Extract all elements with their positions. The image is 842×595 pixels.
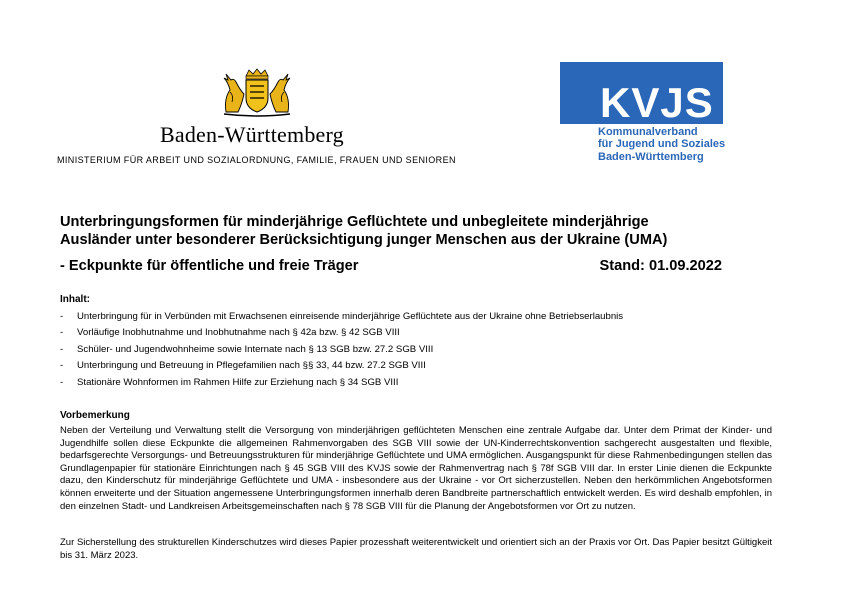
- list-item: - Unterbringung und Betreuung in Pflegefamilien nach §§ 33, 44 bzw. 27.2 SGB VIII: [60, 360, 426, 372]
- subtitle-row: [60, 257, 722, 275]
- preface-label: Vorbemerkung: [60, 410, 130, 421]
- document-date: Stand: 01.09.2022: [599, 258, 722, 274]
- kvjs-line-3: Baden-Württemberg: [598, 150, 704, 163]
- kvjs-org-name: [598, 126, 725, 163]
- list-item: - Vorläufige Inobhutnahme und Inobhutnahme nach § 42a bzw. § 42 SGB VIII: [60, 327, 400, 339]
- ministry-name: MINISTERIUM FÜR ARBEIT UND SOZIALORDNUNG, FAMILIE, FRAUEN UND SENIOREN: [57, 155, 456, 165]
- title-line-1: Unterbringungsformen für minderjährige Geflüchtete und unbegleitete minderjährige: [60, 214, 649, 230]
- preface-paragraph-2: Zur Sicherstellung des strukturellen Kinderschutzes wird dieses Papier prozesshaft weiterentwickelt und orientiert sich an der Praxis vor Ort. Das Papier besitzt Gültigkeit bis 31. März 2023.: [60, 537, 772, 561]
- kvjs-line-1: Kommunalverband: [598, 126, 698, 138]
- title-line-2: Ausländer unter besonderer Berücksichtigung junger Menschen aus der Ukraine (UMA): [60, 231, 668, 248]
- document-subtitle: - Eckpunkte für öffentliche und freie Träger: [60, 258, 359, 274]
- baden-wuerttemberg-coat-of-arms-icon: [216, 68, 298, 118]
- list-item: - Stationäre Wohnformen im Rahmen Hilfe zur Erziehung nach § 34 SGB VIII: [60, 376, 399, 388]
- list-item: - Unterbringung für in Verbünden mit Erwachsenen einreisende minderjährige Geflüchtete aus der Ukraine ohne Betriebserlaubnis: [60, 311, 624, 322]
- kvjs-logo: KVJS: [600, 79, 714, 126]
- preface-paragraph-1: Neben der Verteilung und Verwaltung stellt die Versorgung von minderjährigen geflüchteten Menschen eine zentrale Aufgabe dar. Unter dem Primat der Kinder- und Jugendhilfe sollen diese Eckpunkte die allgemeinen Rahmenvorgaben des SGB VIII sowie der UN-Kinderrechtskonvention sachgerecht ausgestalten und flexible, bedarfsgerechte Versorgungs- und Betreuungsstrukturen für minderjährige Geflüchtete und UMA ermöglichen. Ausgangspunkt für diese Rahmenbedingungen stellen das Grundlagenpapier für stationäre Einrichtungen nach § 45 SGB VIII des KVJS sowie der Rahmenvertrag nach § 78f SGB VIII dar. In erster Linie dienen die Eckpunkte dazu, den Kinderschutz für minderjährige Geflüchtete und UMA - insbesondere aus der Ukraine - vor Ort sicherzustellen. Neben den herkömmlichen Angebotsformen können erweiterte und der Situation angemessene Unterbringungsformen innerhalb deren Bandbreite partnerschaftlich entwickelt werden. Es wird deshalb empfohlen, in den einzelnen Stadt- und Landkreisen Arbeitsgemeinschaften nach § 78 SGB VIII für die Planung der Angebotsformen vor Ort zu nutzen.: [60, 425, 772, 512]
- document-title: [60, 214, 740, 249]
- state-name: Baden-Württemberg: [160, 122, 344, 147]
- list-item: - Schüler- und Jugendwohnheime sowie Internate nach § 13 SGB bzw. 27.2 SGB VIII: [60, 343, 434, 355]
- contents-label: Inhalt:: [60, 294, 90, 305]
- kvjs-line-2: für Jugend und Soziales: [598, 138, 726, 151]
- contents-list: [60, 309, 760, 391]
